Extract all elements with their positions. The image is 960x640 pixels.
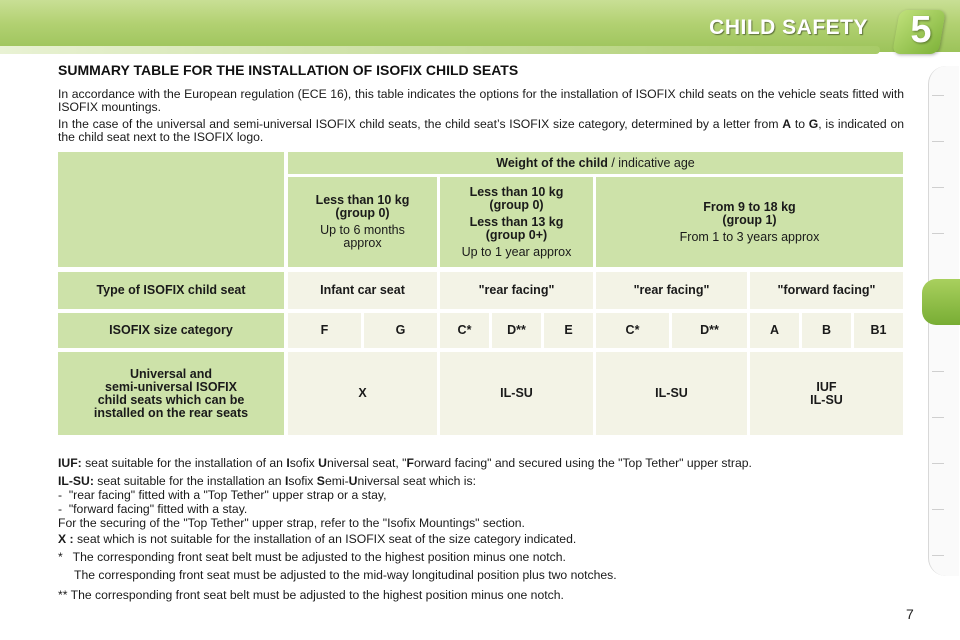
rear-seat-suitability-cell: IL-SU [596, 352, 747, 435]
table-corner-cell [58, 152, 284, 267]
tab-divider [932, 95, 944, 96]
note-x: X : seat which is not suitable for the installation of an ISOFIX seat of the size category indicated. [58, 532, 577, 546]
tab-divider [932, 371, 944, 372]
size-category-cell: D** [672, 313, 747, 348]
header-strip [0, 46, 880, 54]
note-ilsu-bullet: - "rear facing" fitted with a "Top Tether" upper strap or a stay, [58, 488, 387, 502]
tab-divider [932, 417, 944, 418]
row-label-rear-seats: Universal and semi-universal ISOFIX child seats which can be installed on the rear seats [58, 352, 284, 435]
note-ilsu-bullet: - "forward facing" fitted with a stay. [58, 502, 248, 516]
tab-divider [932, 555, 944, 556]
note-securing: For the securing of the "Top Tether" upper strap, refer to the "Isofix Mountings" section. [58, 516, 525, 530]
note-iuf: IUF: seat suitable for the installation of an Isofix Universal seat, "Forward facing" and secured using the "Top Tether" upper strap. [58, 456, 752, 470]
tab-divider [932, 187, 944, 188]
size-category-cell: D** [492, 313, 541, 348]
section-title: SUMMARY TABLE FOR THE INSTALLATION OF ISOFIX CHILD SEATS [58, 62, 519, 78]
row-label-seat-type: Type of ISOFIX child seat [58, 272, 284, 309]
rear-seat-suitability-cell: IL-SU [440, 352, 593, 435]
tab-divider [932, 463, 944, 464]
tab-divider [932, 509, 944, 510]
tab-divider [932, 233, 944, 234]
seat-type-cell: "forward facing" [750, 272, 903, 309]
intro-paragraph: In accordance with the European regulation (ECE 16), this table indicates the options for the installation of ISOFIX child seats on the vehicle seats fitted with ISOFIX mountings. [58, 87, 904, 114]
size-category-cell: A [750, 313, 799, 348]
rear-seat-suitability-cell: IUF IL-SU [750, 352, 903, 435]
intro-paragraph-size-category: In the case of the universal and semi-universal ISOFIX child seats, the child seat’s ISOFIX size category, determined by a letter from A to G, is indicated on the child seat next to the ISOFIX logo. [58, 117, 904, 144]
row-label-size-category: ISOFIX size category [58, 313, 284, 348]
footnote-double-star: ** The corresponding front seat belt must be adjusted to the highest position minus one notch. [58, 588, 564, 602]
size-category-cell: C* [596, 313, 669, 348]
chapter-title: CHILD SAFETY [709, 16, 868, 39]
footnote-single-star-continued: The corresponding front seat must be adjusted to the mid-way longitudinal position plus two notches. [74, 568, 617, 582]
footnote-single-star: * The corresponding front seat belt must be adjusted to the highest position minus one notch. [58, 550, 566, 564]
group-header-rear-facing-0: Less than 10 kg (group 0) Less than 13 kg (group 0+) Up to 1 year approx [440, 177, 593, 267]
size-category-cell: B [802, 313, 851, 348]
group-header-infant: Less than 10 kg (group 0) Up to 6 months approx [288, 177, 437, 267]
rear-seat-suitability-cell: X [288, 352, 437, 435]
page-number: 7 [906, 606, 914, 622]
group-header-group1: From 9 to 18 kg (group 1) From 1 to 3 years approx [596, 177, 903, 267]
seat-type-cell: "rear facing" [596, 272, 747, 309]
active-chapter-tab[interactable] [922, 279, 960, 325]
size-category-cell: F [288, 313, 361, 348]
weight-header: Weight of the child / indicative age [288, 152, 903, 174]
seat-type-cell: "rear facing" [440, 272, 593, 309]
seat-type-cell: Infant car seat [288, 272, 437, 309]
note-ilsu: IL-SU: seat suitable for the installation an Isofix Semi-Universal seat which is: [58, 474, 476, 488]
size-category-cell: B1 [854, 313, 903, 348]
size-category-cell: E [544, 313, 593, 348]
size-category-cell: C* [440, 313, 489, 348]
size-category-cell: G [364, 313, 437, 348]
tab-divider [932, 141, 944, 142]
chapter-number: 5 [910, 9, 932, 51]
